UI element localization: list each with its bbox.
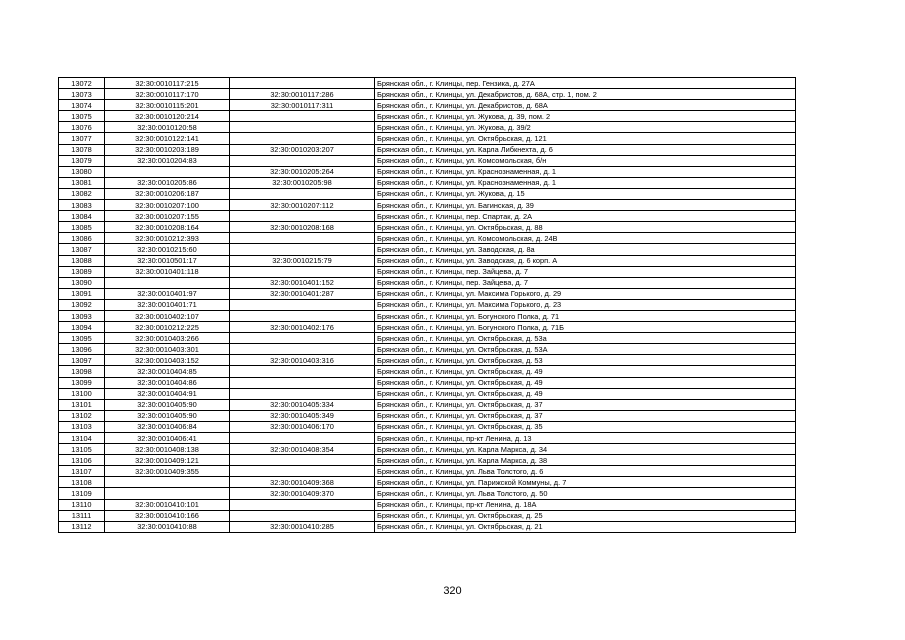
record-number-cell: 13089 xyxy=(59,266,105,277)
record-number-cell: 13081 xyxy=(59,177,105,188)
record-number-cell: 13080 xyxy=(59,166,105,177)
address-cell: Брянская обл., г. Клинцы, ул. Октябрьская, д. 49 xyxy=(375,388,796,399)
address-cell: Брянская обл., г. Клинцы, ул. Карла Маркса, д. 38 xyxy=(375,455,796,466)
table-row xyxy=(59,322,796,333)
record-number-cell: 13102 xyxy=(59,410,105,421)
table-row xyxy=(59,333,796,344)
record-number-cell: 13073 xyxy=(59,89,105,100)
address-cell: Брянская обл., г. Клинцы, ул. Октябрьская, д. 25 xyxy=(375,510,796,521)
table-row xyxy=(59,100,796,111)
cadastral-number-cell: 32:30:0010404:85 xyxy=(105,366,230,377)
table-row xyxy=(59,288,796,299)
building-cadastral-number-cell xyxy=(230,344,375,355)
building-cadastral-number-cell xyxy=(230,388,375,399)
address-cell: Брянская обл., г. Клинцы, ул. Октябрьская, д. 88 xyxy=(375,222,796,233)
record-number-cell: 13074 xyxy=(59,100,105,111)
table-row xyxy=(59,488,796,499)
table-row xyxy=(59,266,796,277)
record-number-cell: 13092 xyxy=(59,299,105,310)
building-cadastral-number-cell xyxy=(230,133,375,144)
building-cadastral-number-cell xyxy=(230,78,375,89)
cadastral-number-cell: 32:30:0010403:266 xyxy=(105,333,230,344)
building-cadastral-number-cell xyxy=(230,333,375,344)
building-cadastral-number-cell xyxy=(230,233,375,244)
address-cell: Брянская обл., г. Клинцы, пр-кт Ленина, д. 13 xyxy=(375,433,796,444)
building-cadastral-number-cell xyxy=(230,499,375,510)
address-cell: Брянская обл., г. Клинцы, ул. Льва Толстого, д. 6 xyxy=(375,466,796,477)
address-cell: Брянская обл., г. Клинцы, ул. Багинская, д. 39 xyxy=(375,200,796,211)
table-row xyxy=(59,89,796,100)
cadastral-number-cell: 32:30:0010406:84 xyxy=(105,421,230,432)
building-cadastral-number-cell: 32:30:0010203:207 xyxy=(230,144,375,155)
cadastral-number-cell: 32:30:0010401:118 xyxy=(105,266,230,277)
address-cell: Брянская обл., г. Клинцы, ул. Октябрьская, д. 121 xyxy=(375,133,796,144)
address-cell: Брянская обл., г. Клинцы, ул. Октябрьская, д. 37 xyxy=(375,410,796,421)
address-cell: Брянская обл., г. Клинцы, пр-кт Ленина, д. 18А xyxy=(375,499,796,510)
building-cadastral-number-cell: 32:30:0010401:152 xyxy=(230,277,375,288)
cadastral-number-cell: 32:30:0010207:100 xyxy=(105,200,230,211)
table-row xyxy=(59,521,796,532)
record-number-cell: 13077 xyxy=(59,133,105,144)
cadastral-number-cell: 32:30:0010206:187 xyxy=(105,188,230,199)
record-number-cell: 13100 xyxy=(59,388,105,399)
record-number-cell: 13079 xyxy=(59,155,105,166)
cadastral-number-cell xyxy=(105,477,230,488)
address-cell: Брянская обл., г. Клинцы, ул. Богунского Полка, д. 71Б xyxy=(375,322,796,333)
building-cadastral-number-cell: 32:30:0010405:334 xyxy=(230,399,375,410)
table-row xyxy=(59,388,796,399)
building-cadastral-number-cell: 32:30:0010408:354 xyxy=(230,444,375,455)
address-cell: Брянская обл., г. Клинцы, ул. Комсомольская, б/н xyxy=(375,155,796,166)
building-cadastral-number-cell xyxy=(230,266,375,277)
table-row xyxy=(59,188,796,199)
cadastral-number-cell: 32:30:0010409:121 xyxy=(105,455,230,466)
table-row xyxy=(59,144,796,155)
building-cadastral-number-cell xyxy=(230,433,375,444)
cadastral-number-cell: 32:30:0010410:88 xyxy=(105,521,230,532)
address-cell: Брянская обл., г. Клинцы, ул. Октябрьская, д. 35 xyxy=(375,421,796,432)
table-row xyxy=(59,244,796,255)
building-cadastral-number-cell xyxy=(230,155,375,166)
cadastral-number-cell: 32:30:0010117:215 xyxy=(105,78,230,89)
address-cell: Брянская обл., г. Клинцы, ул. Октябрьская, д. 53 xyxy=(375,355,796,366)
building-cadastral-number-cell xyxy=(230,377,375,388)
cadastral-number-cell: 32:30:0010212:225 xyxy=(105,322,230,333)
building-cadastral-number-cell: 32:30:0010410:285 xyxy=(230,521,375,532)
cadastral-number-cell: 32:30:0010406:41 xyxy=(105,433,230,444)
record-number-cell: 13096 xyxy=(59,344,105,355)
record-number-cell: 13078 xyxy=(59,144,105,155)
building-cadastral-number-cell xyxy=(230,122,375,133)
cadastral-number-cell: 32:30:0010212:393 xyxy=(105,233,230,244)
table-row xyxy=(59,277,796,288)
cadastral-number-cell: 32:30:0010203:189 xyxy=(105,144,230,155)
building-cadastral-number-cell: 32:30:0010117:311 xyxy=(230,100,375,111)
table-row xyxy=(59,377,796,388)
address-cell: Брянская обл., г. Клинцы, ул. Декабристов, д. 68А xyxy=(375,100,796,111)
table-row xyxy=(59,433,796,444)
building-cadastral-number-cell: 32:30:0010205:264 xyxy=(230,166,375,177)
table-row xyxy=(59,477,796,488)
table-row xyxy=(59,410,796,421)
record-number-cell: 13103 xyxy=(59,421,105,432)
building-cadastral-number-cell: 32:30:0010406:170 xyxy=(230,421,375,432)
record-number-cell: 13086 xyxy=(59,233,105,244)
record-number-cell: 13072 xyxy=(59,78,105,89)
building-cadastral-number-cell: 32:30:0010205:98 xyxy=(230,177,375,188)
record-number-cell: 13083 xyxy=(59,200,105,211)
address-cell: Брянская обл., г. Клинцы, ул. Жукова, д. 39/2 xyxy=(375,122,796,133)
building-cadastral-number-cell xyxy=(230,111,375,122)
address-cell: Брянская обл., г. Клинцы, ул. Краснознаменная, д. 1 xyxy=(375,177,796,188)
cadastral-number-cell: 32:30:0010205:86 xyxy=(105,177,230,188)
cadastral-number-cell: 32:30:0010115:201 xyxy=(105,100,230,111)
address-cell: Брянская обл., г. Клинцы, ул. Октябрьская, д. 21 xyxy=(375,521,796,532)
cadastral-number-cell: 32:30:0010204:83 xyxy=(105,155,230,166)
record-number-cell: 13085 xyxy=(59,222,105,233)
record-number-cell: 13107 xyxy=(59,466,105,477)
table-row xyxy=(59,133,796,144)
building-cadastral-number-cell xyxy=(230,299,375,310)
building-cadastral-number-cell: 32:30:0010405:349 xyxy=(230,410,375,421)
cadastral-number-cell: 32:30:0010401:71 xyxy=(105,299,230,310)
cadastral-number-cell: 32:30:0010207:155 xyxy=(105,211,230,222)
record-number-cell: 13112 xyxy=(59,521,105,532)
cadastral-number-cell: 32:30:0010403:301 xyxy=(105,344,230,355)
table-row xyxy=(59,122,796,133)
cadastral-number-cell xyxy=(105,277,230,288)
address-cell: Брянская обл., г. Клинцы, ул. Жукова, д. 39, пом. 2 xyxy=(375,111,796,122)
address-cell: Брянская обл., г. Клинцы, ул. Парижской Коммуны, д. 7 xyxy=(375,477,796,488)
record-number-cell: 13098 xyxy=(59,366,105,377)
cadastral-number-cell: 32:30:0010215:60 xyxy=(105,244,230,255)
building-cadastral-number-cell: 32:30:0010207:112 xyxy=(230,200,375,211)
table-row xyxy=(59,155,796,166)
address-cell: Брянская обл., г. Клинцы, ул. Карла Либкнехта, д. 6 xyxy=(375,144,796,155)
building-cadastral-number-cell: 32:30:0010409:370 xyxy=(230,488,375,499)
cadastral-number-cell: 32:30:0010408:138 xyxy=(105,444,230,455)
table-row xyxy=(59,211,796,222)
record-number-cell: 13095 xyxy=(59,333,105,344)
cadastral-number-cell: 32:30:0010409:355 xyxy=(105,466,230,477)
building-cadastral-number-cell: 32:30:0010403:316 xyxy=(230,355,375,366)
table-row xyxy=(59,310,796,321)
address-cell: Брянская обл., г. Клинцы, ул. Карла Маркса, д. 34 xyxy=(375,444,796,455)
cadastral-number-cell: 32:30:0010405:90 xyxy=(105,399,230,410)
cadastral-number-cell xyxy=(105,166,230,177)
cadastral-number-cell: 32:30:0010208:164 xyxy=(105,222,230,233)
record-number-cell: 13084 xyxy=(59,211,105,222)
table-row xyxy=(59,177,796,188)
record-number-cell: 13087 xyxy=(59,244,105,255)
building-cadastral-number-cell xyxy=(230,466,375,477)
cadastral-number-cell: 32:30:0010120:214 xyxy=(105,111,230,122)
cadastral-number-cell: 32:30:0010410:166 xyxy=(105,510,230,521)
page-number: 320 xyxy=(443,585,462,597)
table-row xyxy=(59,222,796,233)
record-number-cell: 13090 xyxy=(59,277,105,288)
address-cell: Брянская обл., г. Клинцы, ул. Максима Горького, д. 23 xyxy=(375,299,796,310)
table-row xyxy=(59,233,796,244)
table-row xyxy=(59,399,796,410)
record-number-cell: 13111 xyxy=(59,510,105,521)
cadastral-number-cell: 32:30:0010120:58 xyxy=(105,122,230,133)
table-row xyxy=(59,255,796,266)
address-cell: Брянская обл., г. Клинцы, ул. Богунского Полка, д. 71 xyxy=(375,310,796,321)
record-number-cell: 13104 xyxy=(59,433,105,444)
record-number-cell: 13091 xyxy=(59,288,105,299)
table-row xyxy=(59,455,796,466)
cadastral-number-cell: 32:30:0010405:90 xyxy=(105,410,230,421)
building-cadastral-number-cell xyxy=(230,310,375,321)
record-number-cell: 13105 xyxy=(59,444,105,455)
cadastral-number-cell: 32:30:0010410:101 xyxy=(105,499,230,510)
table-row xyxy=(59,111,796,122)
table-row xyxy=(59,421,796,432)
record-number-cell: 13094 xyxy=(59,322,105,333)
address-cell: Брянская обл., г. Клинцы, ул. Октябрьская, д. 53а xyxy=(375,333,796,344)
record-number-cell: 13109 xyxy=(59,488,105,499)
cadastral-number-cell: 32:30:0010404:86 xyxy=(105,377,230,388)
address-cell: Брянская обл., г. Клинцы, ул. Октябрьская, д. 37 xyxy=(375,399,796,410)
cadastral-number-cell: 32:30:0010117:170 xyxy=(105,89,230,100)
building-cadastral-number-cell: 32:30:0010208:168 xyxy=(230,222,375,233)
address-cell: Брянская обл., г. Клинцы, ул. Заводская, д. 6 корп. А xyxy=(375,255,796,266)
record-number-cell: 13101 xyxy=(59,399,105,410)
address-cell: Брянская обл., г. Клинцы, пер. Зайцева, д. 7 xyxy=(375,266,796,277)
address-cell: Брянская обл., г. Клинцы, пер. Зайцева, д. 7 xyxy=(375,277,796,288)
table-row xyxy=(59,510,796,521)
cadastral-number-cell: 32:30:0010402:107 xyxy=(105,310,230,321)
table-row xyxy=(59,444,796,455)
record-number-cell: 13093 xyxy=(59,310,105,321)
cadastral-number-cell: 32:30:0010403:152 xyxy=(105,355,230,366)
address-cell: Брянская обл., г. Клинцы, ул. Октябрьская, д. 49 xyxy=(375,377,796,388)
table-row xyxy=(59,366,796,377)
building-cadastral-number-cell xyxy=(230,455,375,466)
address-cell: Брянская обл., г. Клинцы, ул. Жукова, д. 15 xyxy=(375,188,796,199)
registry-table-body xyxy=(59,78,796,533)
address-cell: Брянская обл., г. Клинцы, пер. Спартак, д. 2А xyxy=(375,211,796,222)
record-number-cell: 13099 xyxy=(59,377,105,388)
address-cell: Брянская обл., г. Клинцы, ул. Октябрьская, д. 53А xyxy=(375,344,796,355)
record-number-cell: 13110 xyxy=(59,499,105,510)
table-row xyxy=(59,200,796,211)
address-cell: Брянская обл., г. Клинцы, ул. Заводская, д. 8а xyxy=(375,244,796,255)
address-cell: Брянская обл., г. Клинцы, ул. Комсомольская, д. 24В xyxy=(375,233,796,244)
address-cell: Брянская обл., г. Клинцы, ул. Октябрьская, д. 49 xyxy=(375,366,796,377)
table-row xyxy=(59,344,796,355)
building-cadastral-number-cell xyxy=(230,188,375,199)
building-cadastral-number-cell xyxy=(230,510,375,521)
address-cell: Брянская обл., г. Клинцы, ул. Льва Толстого, д. 50 xyxy=(375,488,796,499)
record-number-cell: 13076 xyxy=(59,122,105,133)
cadastral-number-cell: 32:30:0010501:17 xyxy=(105,255,230,266)
table-row xyxy=(59,299,796,310)
building-cadastral-number-cell xyxy=(230,211,375,222)
building-cadastral-number-cell: 32:30:0010401:287 xyxy=(230,288,375,299)
table-row xyxy=(59,355,796,366)
address-cell: Брянская обл., г. Клинцы, пер. Гензика, д. 27А xyxy=(375,78,796,89)
address-cell: Брянская обл., г. Клинцы, ул. Декабристов, д. 68А, стр. 1, пом. 2 xyxy=(375,89,796,100)
record-number-cell: 13082 xyxy=(59,188,105,199)
record-number-cell: 13106 xyxy=(59,455,105,466)
record-number-cell: 13075 xyxy=(59,111,105,122)
building-cadastral-number-cell: 32:30:0010409:368 xyxy=(230,477,375,488)
building-cadastral-number-cell: 32:30:0010402:176 xyxy=(230,322,375,333)
table-row xyxy=(59,499,796,510)
address-cell: Брянская обл., г. Клинцы, ул. Краснознаменная, д. 1 xyxy=(375,166,796,177)
building-cadastral-number-cell xyxy=(230,366,375,377)
building-cadastral-number-cell xyxy=(230,244,375,255)
table-row xyxy=(59,166,796,177)
record-number-cell: 13088 xyxy=(59,255,105,266)
cadastral-number-cell xyxy=(105,488,230,499)
building-cadastral-number-cell: 32:30:0010215:79 xyxy=(230,255,375,266)
address-cell: Брянская обл., г. Клинцы, ул. Максима Горького, д. 29 xyxy=(375,288,796,299)
cadastral-number-cell: 32:30:0010122:141 xyxy=(105,133,230,144)
building-cadastral-number-cell: 32:30:0010117:286 xyxy=(230,89,375,100)
cadastral-number-cell: 32:30:0010404:91 xyxy=(105,388,230,399)
table-row xyxy=(59,78,796,89)
table-row xyxy=(59,466,796,477)
cadastral-number-cell: 32:30:0010401:97 xyxy=(105,288,230,299)
registry-table xyxy=(58,77,796,533)
record-number-cell: 13097 xyxy=(59,355,105,366)
record-number-cell: 13108 xyxy=(59,477,105,488)
